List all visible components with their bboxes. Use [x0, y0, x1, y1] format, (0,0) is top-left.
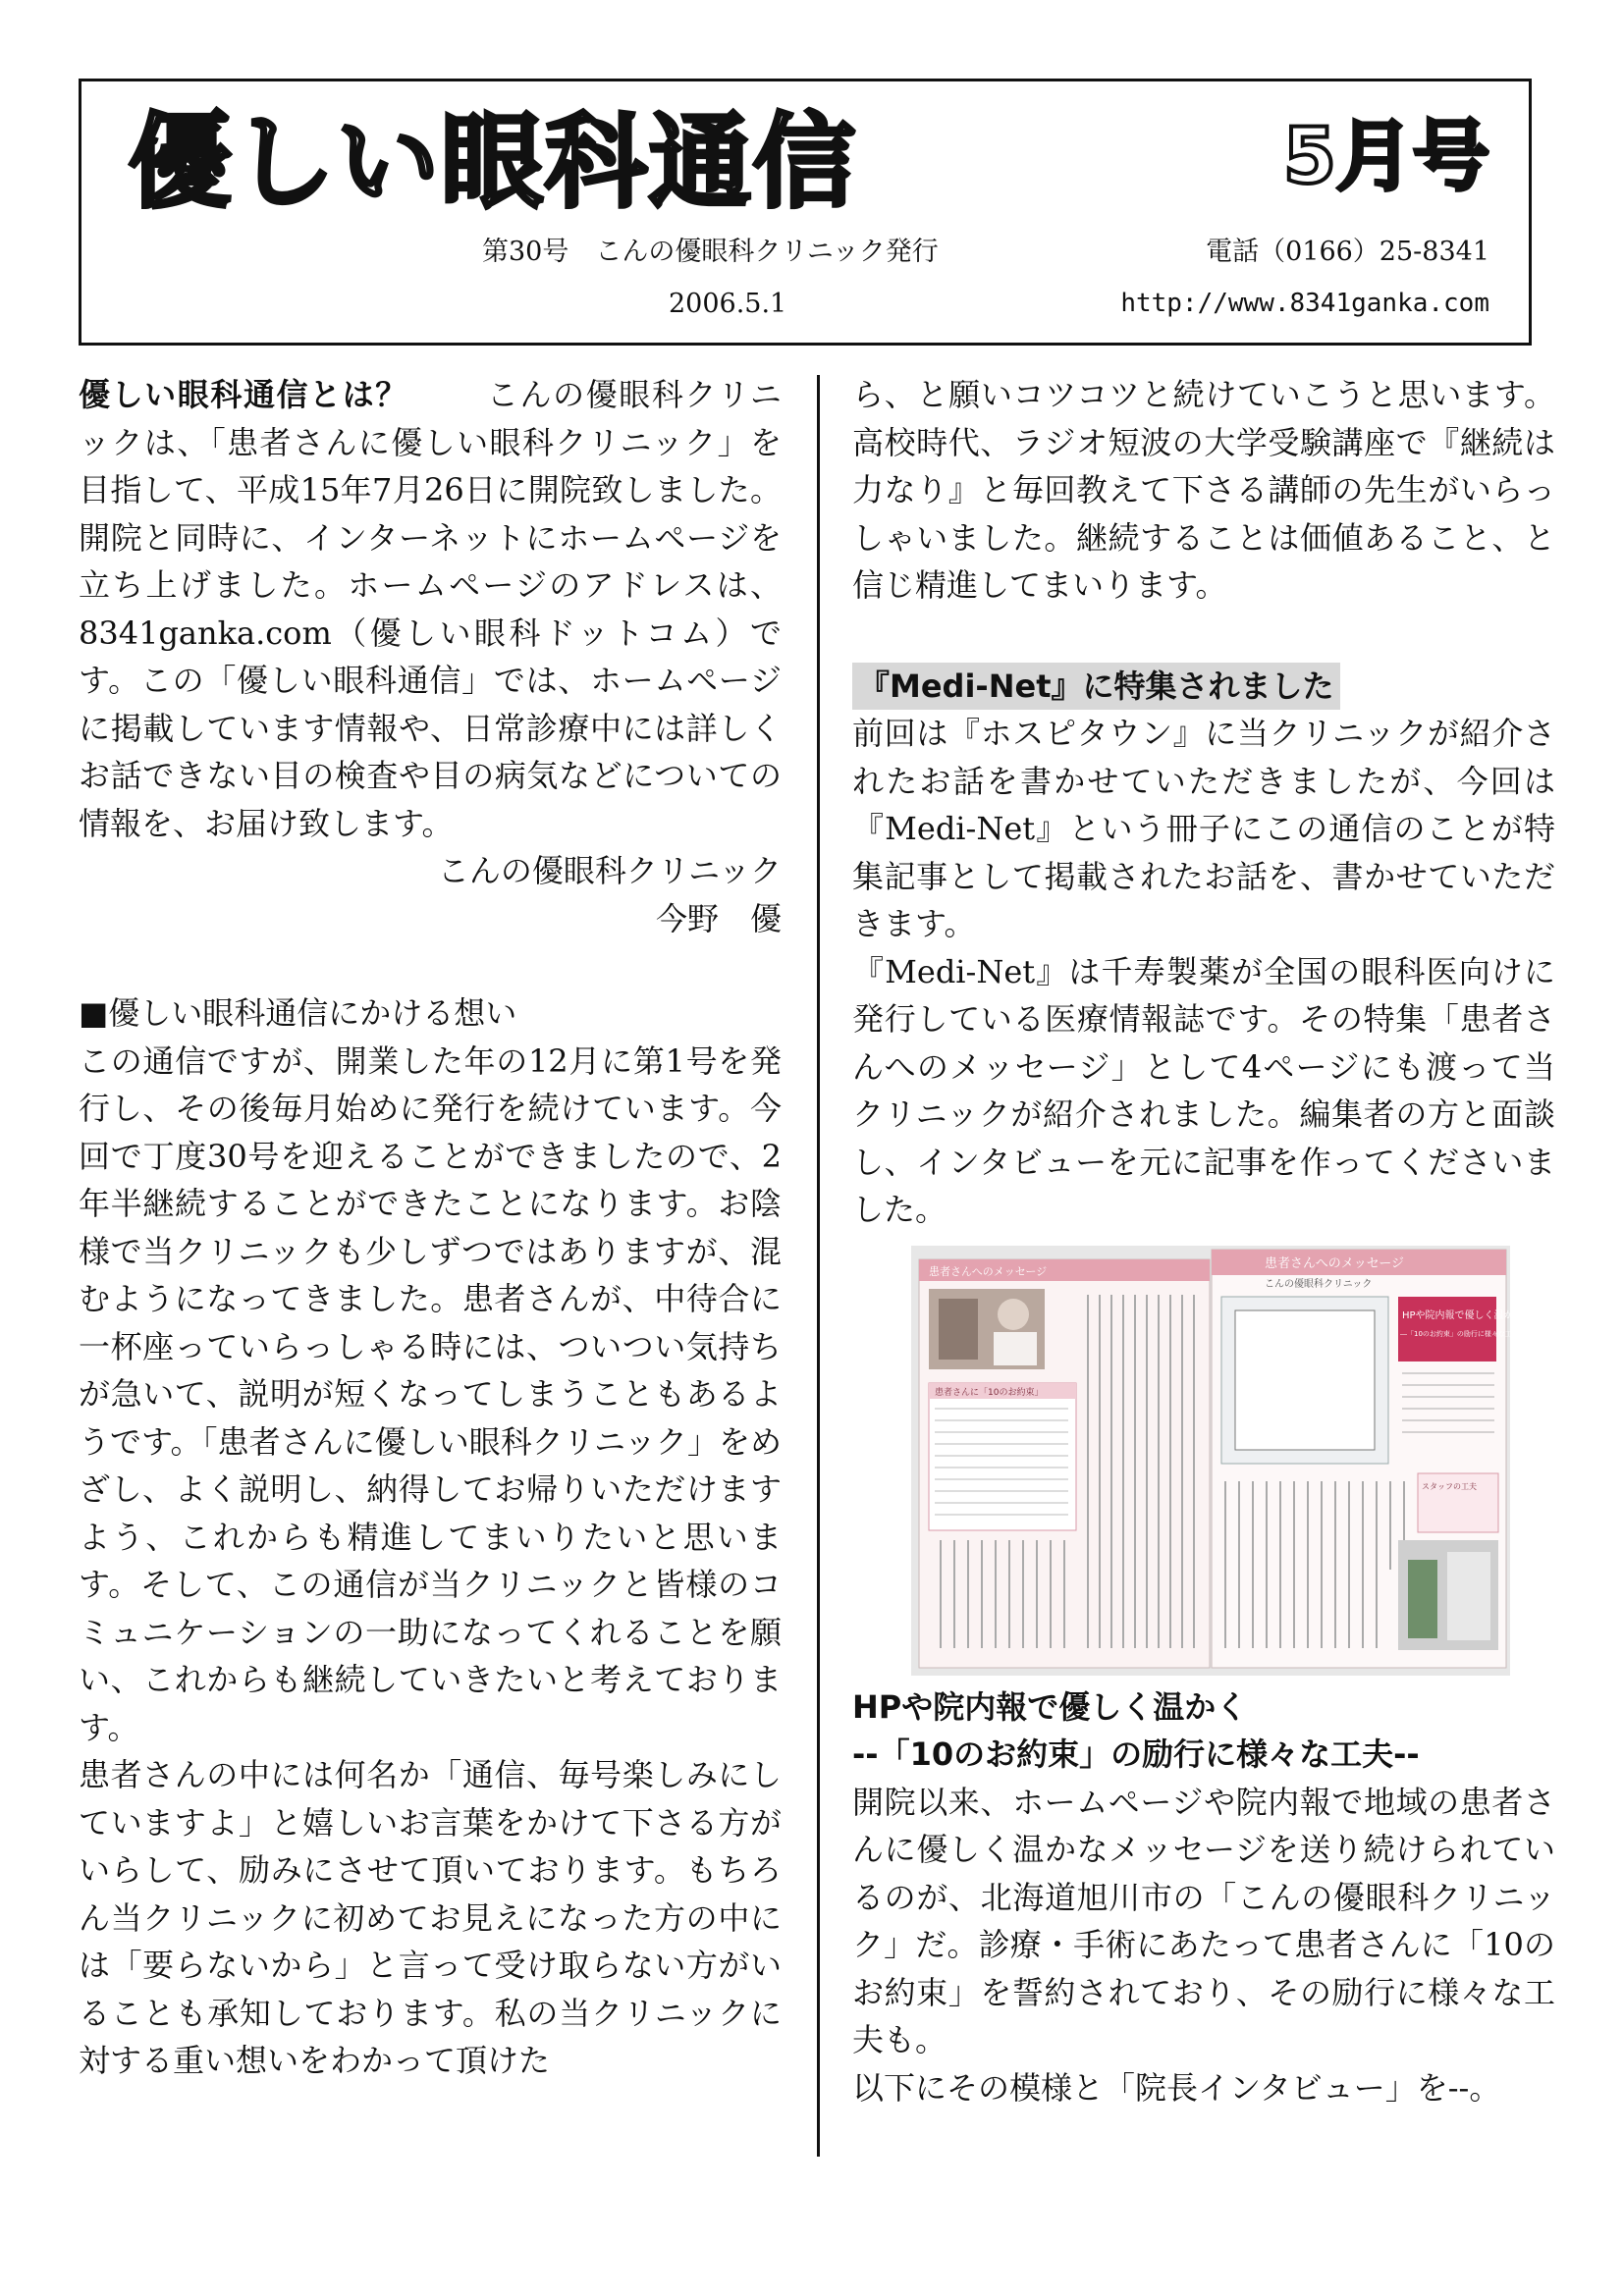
issue-date: 2006.5.1: [669, 289, 787, 319]
newsletter-title: 優しい眼科通信: [129, 102, 858, 222]
right-column: [852, 371, 1555, 2111]
magazine-staff-label: スタッフの工夫: [1422, 1481, 1477, 1491]
intro-title: 優しい眼科通信とは？: [79, 376, 408, 413]
intro-body: こんの優眼科クリニックは、「患者さんに優しい眼科クリニック」を目指して、平成15年7月26日に開院致しました。開院と同時に、インターネットにホームページを立ち上げました。ホームページのアドレスは、8341ganka.com（優しい眼科ドットコム）です。この「優しい眼科通信」では、ホームページに掲載しています情報や、日常診療中には詳しくお話できない目の検査や目の病気などについての情報を、お届け致します。: [79, 376, 782, 842]
continuation-paragraph: ら、と願いコツコツと続けていこうと思います。高校時代、ラジオ短波の大学受験講座で『継続は力なり』と毎回教えて下さる講師の先生がいらっしゃいました。継続することは価値あること、と信じ精進してまいります。: [852, 376, 1555, 604]
magazine-headline: HPや院内報で優しく温かく: [1402, 1309, 1524, 1321]
medinet-paragraph-2: 『Medi-Net』は千寿製薬が全国の眼科医向けに発行している医療情報誌です。その特集「患者さんへのメッセージ」として4ページにも渡って当クリニックが紹介されました。編集者の方と面談し、インタビューを元に記事を作ってくださいました。: [852, 952, 1555, 1228]
magazine-right-tab: 患者さんへのメッセージ: [1265, 1255, 1404, 1271]
signature-name: 今野 優: [655, 899, 782, 937]
masthead-box: [79, 79, 1532, 346]
feelings-paragraph-2: 患者さんの中には何名か「通信、毎号楽しみにしていますよ」と嬉しいお言葉をかけて下さる方がいらして、励みにさせて頂いております。もちろん当クリニックに初めてお見えになった方の中には「要らないから」と言って受け取らない方がいることも承知しております。私の当クリニックに対する重い想いをわかって頂けた: [79, 1756, 782, 2079]
signature-clinic: こんの優眼科クリニック: [437, 852, 782, 889]
magazine-subheadline: ―「10のお約束」の励行に様々な工夫―: [1400, 1329, 1526, 1338]
feelings-paragraph-1: この通信ですが、開業した年の12月に第1号を発行し、その後毎月始めに発行を続けています。今回で丁度30号を迎えることができましたので、2年半継続することができたことになります。お陰様で当クリニックも少しずつではありますが、混むようになってきました。患者さんが、中待合に一杯座っていらっしゃる時には、ついつい気持ちが急いて、説明が短くなってしまうこともあるようです。「患者さんに優しい眼科クリニック」をめざし、よく説明し、納得してお帰りいただけますよう、これからも精進してまいりたいと思います。そして、この通信が当クリニックと皆様のコミュニケーションの一助になってくれることを願い、これからも継続していきたいと考えております。: [79, 1041, 782, 1746]
website-url[interactable]: http://www.8341ganka.com: [1120, 289, 1489, 318]
feature-subtitle-2: --「10のお約束」の励行に様々な工夫--: [852, 1735, 1420, 1773]
magazine-spread-image: [911, 1246, 1526, 1676]
issue-publisher: 第30号 こんの優眼科クリニック発行: [482, 237, 939, 267]
section-title-feelings: ■優しい眼科通信にかける想い: [79, 994, 517, 1032]
magazine-clinic: こんの優眼科クリニック: [1265, 1278, 1373, 1290]
magazine-promise-box: 患者さんに「10のお約束」: [935, 1387, 1044, 1398]
feature-paragraph: 開院以来、ホームページや院内報で地域の患者さんに優しく温かなメッセージを送り続けられているのが、北海道旭川市の「こんの優眼科クリニック」だ。診療・手術にあたって患者さんに「10のお約束」を誓約されており、その励行に様々な工夫も。: [852, 1783, 1555, 2058]
medinet-paragraph-1: 前回は『ホスピタウン』に当クリニックが紹介されたお話を書かせていただきましたが、今回は『Medi-Net』という冊子にこの通信のことが特集記事として掲載されたお話を、書かせていただきます。: [852, 715, 1555, 942]
left-column: [79, 371, 782, 2085]
magazine-spread-drawing: [911, 1246, 1526, 1676]
feature-subtitle-1: HPや院内報で優しく温かく: [852, 1687, 1248, 1726]
column-divider: [817, 375, 820, 2157]
issue-month: 5月号: [1282, 113, 1489, 201]
section-title-medinet: 『Medi-Net』に特集されました: [852, 663, 1340, 710]
feature-closing: 以下にその模様と「院長インタビュー」を--。: [852, 2068, 1501, 2107]
intro-paragraph: [79, 371, 782, 847]
magazine-left-tab: 患者さんへのメッセージ: [929, 1264, 1048, 1278]
phone-number: 電話（0166）25-8341: [1206, 237, 1489, 267]
